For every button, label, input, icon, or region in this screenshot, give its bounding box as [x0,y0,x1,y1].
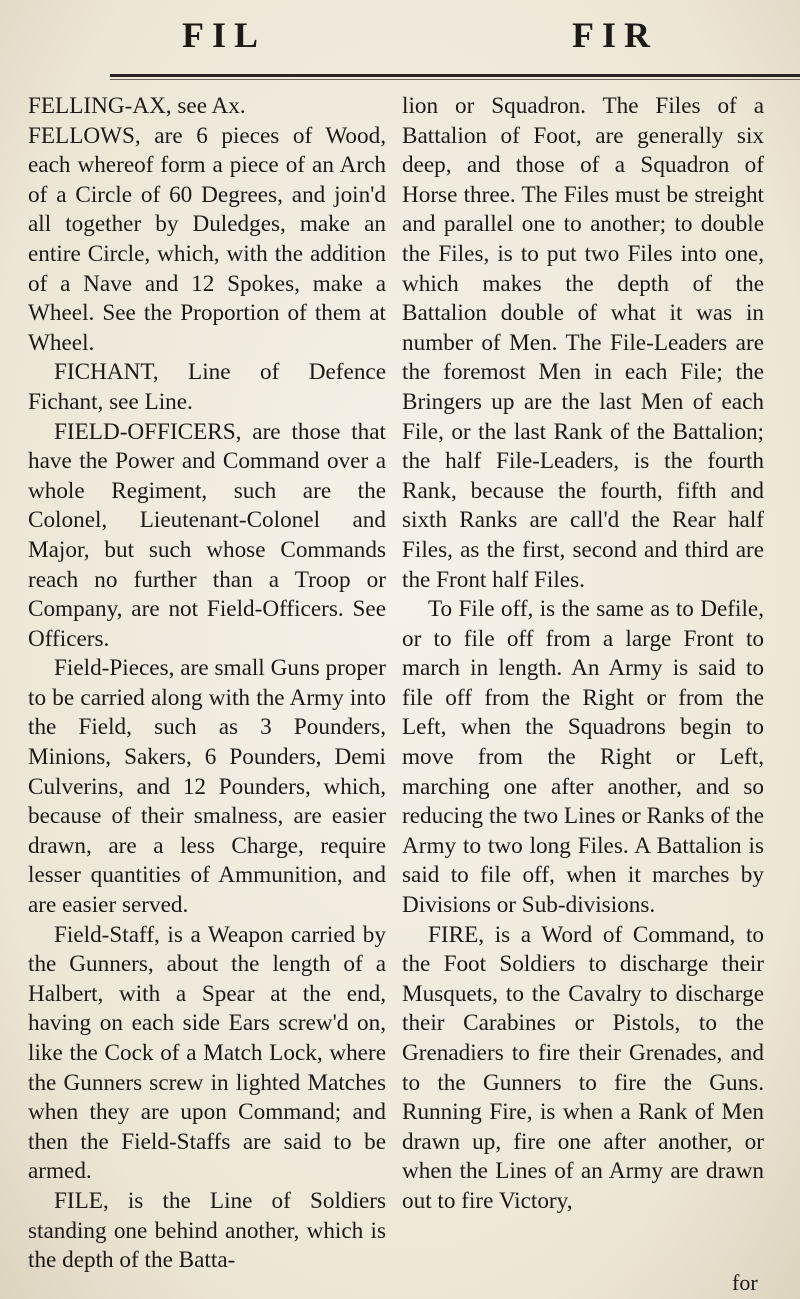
header-left-guideword: FIL [182,15,267,55]
entry-field-staff: Field-Staff, is a Weapon carried by the Gunners, about the length of a Halbert, with a Spear at the end, having on each side Ears screw'd on, like the Cock of a Match Lock, where the Gunners screw in lighted Matches when they are upon Command; and then the Field-Staffs are said to be armed. [28,921,386,1185]
entry-field-pieces: Field-Pieces, are small Guns proper to be carried along with the Army into the Field, such as 3 Pounders, Minions, Sakers, 6 Pounders, Demi Culverins, and 12 Pounders, which, because of their smalness, are easier drawn, are a less Charge, require lesser quantities of Ammunition, and are easier served. [28,655,386,919]
header-rule [110,74,800,77]
header-right-guideword: FIR [572,15,658,55]
entry-fellows: FELLOWS, are 6 pieces of Wood, each whereof form a piece of an Arch of a Circle of 60 Degrees, and join'd all together by Duledges, make an entire Circle, which, with the addition of a Nave and 12 Spokes, make a Wheel. See the Proportion of them at Wheel. [28,122,386,356]
entry-fichant: FICHANT, Line of Defence Fichant, see Line. [28,359,386,415]
running-header [0,6,800,70]
entry-felling-ax: FELLING-AX, see Ax. [28,93,246,119]
right-column [402,92,764,1217]
entry-file: FILE, is the Line of Soldiers standing one behind another, which is the depth of the Batta- [28,1187,386,1274]
left-column [28,92,386,1276]
entry-file-continued: lion or Squadron. The Files of a Battalion of Foot, are generally six deep, and those of a Squadron of Horse three. The Files must be streight and parallel one to another; to double the Files, is to put two Files into one, which makes the depth of the Battalion double of what it was in number of Men. The File-Leaders are the foremost Men in each File; the Bringers up are the last Men of each File, or the last Rank of the Battalion; the half File-Leaders, is the fourth Rank, because the fourth, fifth and sixth Ranks are call'd the Rear half Files, as the first, second and third are the Front half Files. [402,93,764,593]
header-rule-thin [110,79,800,80]
catchword: for [732,1270,758,1295]
entry-field-officers: FIELD-OFFICERS, are those that have the Power and Command over a whole Regiment, such are the Colonel, Lieutenant-Colonel and Major, but such whose Commands reach no further than a Troop or Company, are not Field-Officers. See Officers. [28,418,386,652]
entry-fire: FIRE, is a Word of Command, to the Foot Soldiers to discharge their Musquets, to the Cavalry to discharge their Carabines or Pistols, to the Grenadiers to fire their Grenades, and to the Gunners to fire the Guns. Running Fire, is when a Rank of Men drawn up, fire one after another, or when the Lines of an Army are drawn out to fire Victory, [402,921,764,1214]
entry-to-file-off: To File off, is the same as to Defile, or to file off from a large Front to march in length. An Army is said to file off from the Right or from the Left, when the Squadrons begin to move from the Right or Left, marching one after another, and so reducing the two Lines or Ranks of the Army to two long Files. A Battalion is said to file off, when it marches by Divisions or Sub-divisions. [402,596,764,919]
